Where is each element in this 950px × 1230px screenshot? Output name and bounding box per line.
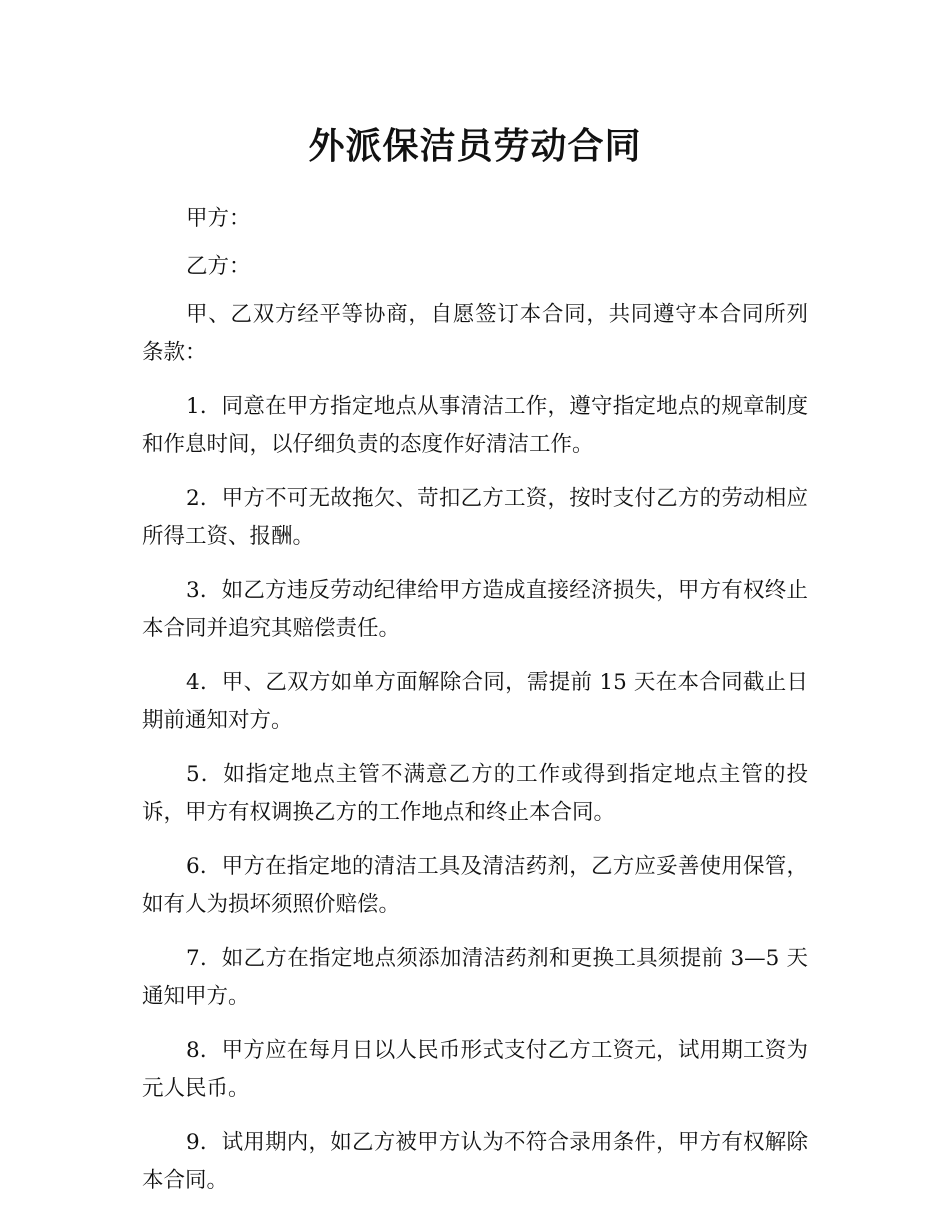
clause-4: 4．甲、乙双方如单方面解除合同，需提前 15 天在本合同截止日期前通知对方。 — [142, 670, 808, 733]
document-body — [142, 200, 808, 1216]
page-title: 外派保洁员劳动合同 — [308, 126, 642, 167]
clause-5: 5．如指定地点主管不满意乙方的工作或得到指定地点主管的投诉，甲方有权调换乙方的工作地点和终止本合同。 — [142, 762, 808, 825]
clause-8: 8．甲方应在每月日以人民币形式支付乙方工资元，试用期工资为元人民币。 — [142, 1038, 808, 1101]
party-b-line: 乙方： — [186, 254, 251, 279]
clause-9: 9．试用期内，如乙方被甲方认为不符合录用条件，甲方有权解除本合同。 — [142, 1130, 808, 1193]
party-a-line: 甲方： — [186, 206, 251, 231]
clause-7: 7．如乙方在指定地点须添加清洁药剂和更换工具须提前 3—5 天通知甲方。 — [142, 946, 808, 1009]
clause-6: 6．甲方在指定地的清洁工具及清洁药剂，乙方应妥善使用保管，如有人为损坏须照价赔偿。 — [142, 854, 808, 917]
clause-2: 2．甲方不可无故拖欠、苛扣乙方工资，按时支付乙方的劳动相应所得工资、报酬。 — [142, 486, 808, 549]
intro-paragraph: 甲、乙双方经平等协商，自愿签订本合同，共同遵守本合同所列条款： — [142, 302, 808, 365]
clause-1: 1．同意在甲方指定地点从事清洁工作，遵守指定地点的规章制度和作息时间，以仔细负责的态度作好清洁工作。 — [142, 394, 808, 457]
clause-3: 3．如乙方违反劳动纪律给甲方造成直接经济损失，甲方有权终止本合同并追究其赔偿责任。 — [142, 578, 808, 641]
